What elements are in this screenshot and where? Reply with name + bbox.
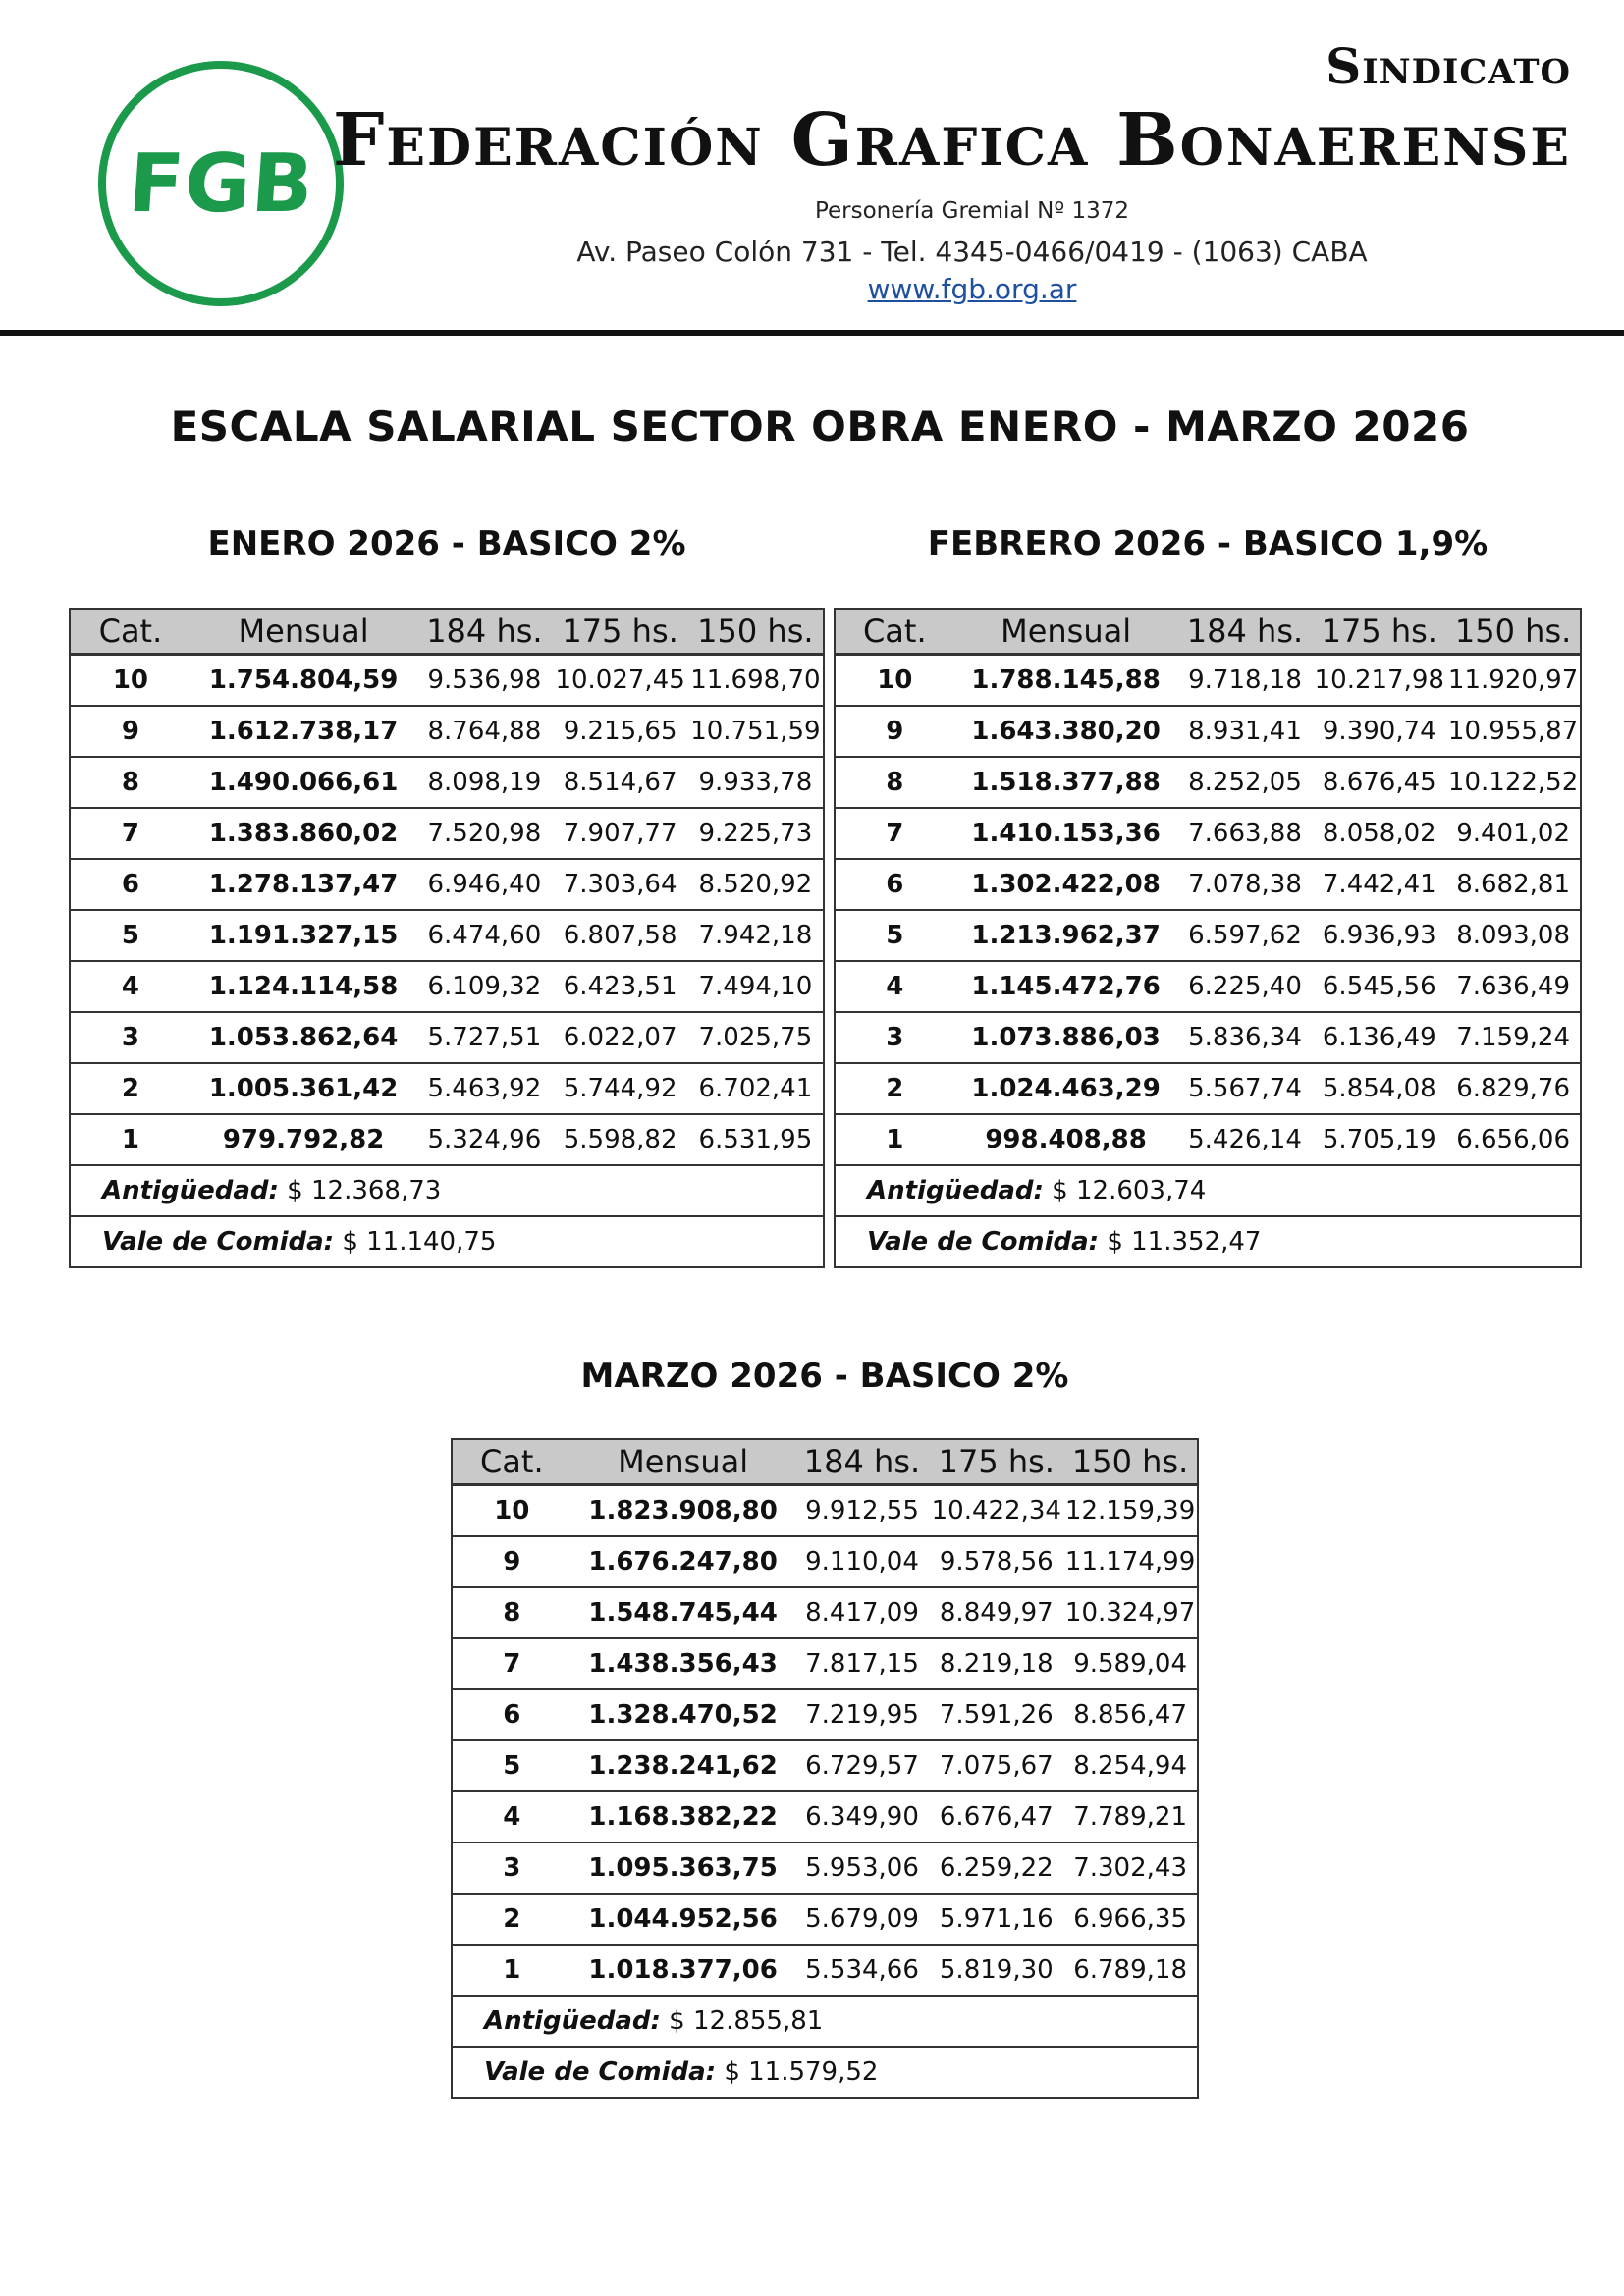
hs175-cell: 6.545,56 xyxy=(1312,961,1446,1012)
hs184-cell: 6.349,90 xyxy=(795,1791,930,1842)
hs184-cell: 5.679,09 xyxy=(795,1894,930,1945)
mensual-cell: 998.408,88 xyxy=(954,1114,1178,1165)
header-184hs: 184 hs. xyxy=(1178,609,1313,655)
hs184-cell: 6.597,62 xyxy=(1178,910,1313,961)
page-title: ESCALA SALARIAL SECTOR OBRA ENERO - MARZO 2026 xyxy=(170,402,1470,451)
mensual-cell: 1.124.114,58 xyxy=(190,961,416,1012)
hs150-cell: 6.829,76 xyxy=(1446,1063,1581,1114)
hs184-cell: 9.110,04 xyxy=(795,1536,930,1587)
antiguedad-value: $ 12.855,81 xyxy=(669,2006,824,2036)
antiguedad-value: $ 12.368,73 xyxy=(287,1176,442,1205)
cat-cell: 2 xyxy=(70,1063,190,1114)
header-cat: Cat. xyxy=(70,609,190,655)
vale-value: $ 11.579,52 xyxy=(724,2057,879,2087)
vale-comida-row xyxy=(452,2047,1198,2098)
table-row xyxy=(452,1587,1198,1638)
hs150-cell: 8.520,92 xyxy=(688,859,824,910)
hs175-cell: 6.136,49 xyxy=(1312,1012,1446,1063)
hs175-cell: 6.259,22 xyxy=(929,1842,1063,1894)
table-row xyxy=(835,859,1581,910)
mensual-cell: 1.168.382,22 xyxy=(571,1791,795,1842)
hs150-cell: 10.324,97 xyxy=(1063,1587,1198,1638)
hs175-cell: 10.027,45 xyxy=(553,655,688,707)
hs184-cell: 8.764,88 xyxy=(416,706,552,757)
mensual-cell: 1.024.463,29 xyxy=(954,1063,1178,1114)
vale-comida-row xyxy=(835,1216,1581,1267)
hs175-cell: 9.390,74 xyxy=(1312,706,1446,757)
mensual-cell: 1.676.247,80 xyxy=(571,1536,795,1587)
enero-salary-table xyxy=(69,608,825,1268)
mensual-cell: 1.238.241,62 xyxy=(571,1740,795,1791)
marzo-title: MARZO 2026 - BASICO 2% xyxy=(580,1357,1069,1396)
hs175-cell: 7.442,41 xyxy=(1312,859,1446,910)
cat-cell: 6 xyxy=(835,859,954,910)
mensual-cell: 1.005.361,42 xyxy=(190,1063,416,1114)
cat-cell: 4 xyxy=(835,961,954,1012)
table-row xyxy=(70,961,824,1012)
mensual-cell: 979.792,82 xyxy=(190,1114,416,1165)
cat-cell: 4 xyxy=(70,961,190,1012)
hs150-cell: 9.589,04 xyxy=(1063,1638,1198,1689)
cat-cell: 7 xyxy=(452,1638,571,1689)
hs184-cell: 5.463,92 xyxy=(416,1063,552,1114)
hs184-cell: 5.953,06 xyxy=(795,1842,930,1894)
antiguedad-row-cell xyxy=(70,1165,824,1216)
cat-cell: 9 xyxy=(70,706,190,757)
table-row xyxy=(70,757,824,808)
table-row xyxy=(452,1791,1198,1842)
header-150hs: 150 hs. xyxy=(688,609,824,655)
mensual-cell: 1.383.860,02 xyxy=(190,808,416,859)
table-row xyxy=(70,1063,824,1114)
hs150-cell: 7.159,24 xyxy=(1446,1012,1581,1063)
table-row xyxy=(452,1945,1198,1996)
hs175-cell: 9.578,56 xyxy=(929,1536,1063,1587)
hs184-cell: 6.474,60 xyxy=(416,910,552,961)
hs150-cell: 7.302,43 xyxy=(1063,1842,1198,1894)
antiguedad-value: $ 12.603,74 xyxy=(1052,1176,1207,1205)
mensual-cell: 1.145.472,76 xyxy=(954,961,1178,1012)
hs150-cell: 6.702,41 xyxy=(688,1063,824,1114)
hs184-cell: 8.417,09 xyxy=(795,1587,930,1638)
cat-cell: 10 xyxy=(70,655,190,707)
hs184-cell: 5.324,96 xyxy=(416,1114,552,1165)
table-row xyxy=(835,961,1581,1012)
header-mensual: Mensual xyxy=(954,609,1178,655)
mensual-cell: 1.788.145,88 xyxy=(954,655,1178,707)
table-header-row xyxy=(70,609,824,655)
hs184-cell: 6.109,32 xyxy=(416,961,552,1012)
hs175-cell: 6.936,93 xyxy=(1312,910,1446,961)
antiguedad-row xyxy=(452,1996,1198,2047)
cat-cell: 8 xyxy=(70,757,190,808)
address: Av. Paseo Colón 731 - Tel. 4345-0466/0419 - (1063) CABA xyxy=(576,236,1368,268)
cat-cell: 7 xyxy=(70,808,190,859)
hs175-cell: 5.744,92 xyxy=(553,1063,688,1114)
vale-value: $ 11.352,47 xyxy=(1107,1227,1262,1256)
mensual-cell: 1.044.952,56 xyxy=(571,1894,795,1945)
marzo-salary-table xyxy=(451,1438,1199,2099)
hs175-cell: 8.058,02 xyxy=(1312,808,1446,859)
vale-comida-row xyxy=(70,1216,824,1267)
mensual-cell: 1.095.363,75 xyxy=(571,1842,795,1894)
hs184-cell: 5.567,74 xyxy=(1178,1063,1313,1114)
hs175-cell: 5.819,30 xyxy=(929,1945,1063,1996)
hs150-cell: 9.401,02 xyxy=(1446,808,1581,859)
hs175-cell: 6.423,51 xyxy=(553,961,688,1012)
header-cat: Cat. xyxy=(452,1439,571,1485)
hs150-cell: 6.966,35 xyxy=(1063,1894,1198,1945)
table-row xyxy=(70,1012,824,1063)
table-header-row xyxy=(835,609,1581,655)
header-175hs: 175 hs. xyxy=(1312,609,1446,655)
header-150hs: 150 hs. xyxy=(1446,609,1581,655)
hs184-cell: 5.426,14 xyxy=(1178,1114,1313,1165)
fgb-logo xyxy=(98,61,344,306)
table-row xyxy=(70,706,824,757)
vale-comida-row-cell xyxy=(70,1216,824,1267)
table-row xyxy=(452,1485,1198,1537)
enero-title: ENERO 2026 - BASICO 2% xyxy=(207,524,686,563)
table-row xyxy=(70,859,824,910)
table-row xyxy=(835,1063,1581,1114)
hs175-cell: 8.676,45 xyxy=(1312,757,1446,808)
hs175-cell: 7.303,64 xyxy=(553,859,688,910)
table-row xyxy=(70,910,824,961)
logo-text: FGB xyxy=(125,136,317,231)
header-divider xyxy=(0,330,1624,336)
header-175hs: 175 hs. xyxy=(553,609,688,655)
cat-cell: 7 xyxy=(835,808,954,859)
cat-cell: 9 xyxy=(835,706,954,757)
hs175-cell: 8.849,97 xyxy=(929,1587,1063,1638)
mensual-cell: 1.754.804,59 xyxy=(190,655,416,707)
mensual-cell: 1.438.356,43 xyxy=(571,1638,795,1689)
cat-cell: 6 xyxy=(452,1689,571,1740)
header-mensual: Mensual xyxy=(190,609,416,655)
hs150-cell: 9.933,78 xyxy=(688,757,824,808)
antiguedad-row-cell xyxy=(452,1996,1198,2047)
mensual-cell: 1.328.470,52 xyxy=(571,1689,795,1740)
antiguedad-row-cell xyxy=(835,1165,1581,1216)
mensual-cell: 1.302.422,08 xyxy=(954,859,1178,910)
hs184-cell: 9.536,98 xyxy=(416,655,552,707)
hs184-cell: 9.912,55 xyxy=(795,1485,930,1537)
hs184-cell: 7.219,95 xyxy=(795,1689,930,1740)
hs150-cell: 8.856,47 xyxy=(1063,1689,1198,1740)
hs175-cell: 10.422,34 xyxy=(929,1485,1063,1537)
hs184-cell: 7.663,88 xyxy=(1178,808,1313,859)
hs175-cell: 6.022,07 xyxy=(553,1012,688,1063)
personeria-gremial: Personería Gremial Nº 1372 xyxy=(814,198,1130,224)
hs184-cell: 5.836,34 xyxy=(1178,1012,1313,1063)
hs150-cell: 6.656,06 xyxy=(1446,1114,1581,1165)
cat-cell: 3 xyxy=(70,1012,190,1063)
table-row xyxy=(70,1114,824,1165)
mensual-cell: 1.213.962,37 xyxy=(954,910,1178,961)
hs184-cell: 6.729,57 xyxy=(795,1740,930,1791)
hs175-cell: 8.219,18 xyxy=(929,1638,1063,1689)
cat-cell: 3 xyxy=(835,1012,954,1063)
cat-cell: 5 xyxy=(452,1740,571,1791)
table-row xyxy=(70,808,824,859)
table-row xyxy=(452,1689,1198,1740)
cat-cell: 3 xyxy=(452,1842,571,1894)
hs150-cell: 7.636,49 xyxy=(1446,961,1581,1012)
mensual-cell: 1.490.066,61 xyxy=(190,757,416,808)
hs184-cell: 8.931,41 xyxy=(1178,706,1313,757)
table-header-row xyxy=(452,1439,1198,1485)
table-row xyxy=(835,757,1581,808)
hs150-cell: 8.093,08 xyxy=(1446,910,1581,961)
hs175-cell: 7.075,67 xyxy=(929,1740,1063,1791)
hs175-cell: 6.676,47 xyxy=(929,1791,1063,1842)
hs150-cell: 6.789,18 xyxy=(1063,1945,1198,1996)
hs150-cell: 8.682,81 xyxy=(1446,859,1581,910)
antiguedad-row xyxy=(835,1165,1581,1216)
cat-cell: 2 xyxy=(452,1894,571,1945)
table-row xyxy=(835,706,1581,757)
cat-cell: 5 xyxy=(835,910,954,961)
hs150-cell: 10.955,87 xyxy=(1446,706,1581,757)
antiguedad-label: Antigüedad: xyxy=(867,1176,1044,1205)
mensual-cell: 1.053.862,64 xyxy=(190,1012,416,1063)
mensual-cell: 1.518.377,88 xyxy=(954,757,1178,808)
table-row xyxy=(835,655,1581,707)
mensual-cell: 1.548.745,44 xyxy=(571,1587,795,1638)
vale-label: Vale de Comida: xyxy=(102,1227,335,1256)
hs184-cell: 8.098,19 xyxy=(416,757,552,808)
hs184-cell: 7.520,98 xyxy=(416,808,552,859)
mensual-cell: 1.823.908,80 xyxy=(571,1485,795,1537)
mensual-cell: 1.410.153,36 xyxy=(954,808,1178,859)
hs175-cell: 5.598,82 xyxy=(553,1114,688,1165)
hs150-cell: 11.174,99 xyxy=(1063,1536,1198,1587)
vale-label: Vale de Comida: xyxy=(484,2057,717,2087)
hs150-cell: 10.751,59 xyxy=(688,706,824,757)
cat-cell: 9 xyxy=(452,1536,571,1587)
hs150-cell: 7.789,21 xyxy=(1063,1791,1198,1842)
hs184-cell: 9.718,18 xyxy=(1178,655,1313,707)
hs150-cell: 11.698,70 xyxy=(688,655,824,707)
hs175-cell: 7.907,77 xyxy=(553,808,688,859)
antiguedad-label: Antigüedad: xyxy=(484,2006,661,2036)
hs150-cell: 7.942,18 xyxy=(688,910,824,961)
table-row xyxy=(452,1894,1198,1945)
website-link[interactable]: www.fgb.org.ar xyxy=(867,273,1077,305)
vale-comida-row-cell xyxy=(835,1216,1581,1267)
hs150-cell: 9.225,73 xyxy=(688,808,824,859)
hs150-cell: 11.920,97 xyxy=(1446,655,1581,707)
sindicato-label: Sindicato xyxy=(1326,37,1571,95)
org-name: Federación Grafica Bonaerense xyxy=(332,98,1571,183)
hs175-cell: 10.217,98 xyxy=(1312,655,1446,707)
mensual-cell: 1.018.377,06 xyxy=(571,1945,795,1996)
hs184-cell: 5.727,51 xyxy=(416,1012,552,1063)
mensual-cell: 1.191.327,15 xyxy=(190,910,416,961)
hs150-cell: 12.159,39 xyxy=(1063,1485,1198,1537)
antiguedad-label: Antigüedad: xyxy=(102,1176,279,1205)
hs175-cell: 6.807,58 xyxy=(553,910,688,961)
cat-cell: 1 xyxy=(835,1114,954,1165)
febrero-salary-table xyxy=(834,608,1582,1268)
table-row xyxy=(452,1536,1198,1587)
hs175-cell: 8.514,67 xyxy=(553,757,688,808)
header-150hs: 150 hs. xyxy=(1063,1439,1198,1485)
table-row xyxy=(452,1842,1198,1894)
table-row xyxy=(452,1638,1198,1689)
hs150-cell: 8.254,94 xyxy=(1063,1740,1198,1791)
hs184-cell: 7.817,15 xyxy=(795,1638,930,1689)
hs184-cell: 5.534,66 xyxy=(795,1945,930,1996)
table-row xyxy=(835,808,1581,859)
hs184-cell: 6.946,40 xyxy=(416,859,552,910)
header-mensual: Mensual xyxy=(571,1439,795,1485)
header-184hs: 184 hs. xyxy=(795,1439,930,1485)
cat-cell: 6 xyxy=(70,859,190,910)
hs184-cell: 8.252,05 xyxy=(1178,757,1313,808)
header-175hs: 175 hs. xyxy=(929,1439,1063,1485)
antiguedad-row xyxy=(70,1165,824,1216)
hs150-cell: 10.122,52 xyxy=(1446,757,1581,808)
header-184hs: 184 hs. xyxy=(416,609,552,655)
hs150-cell: 7.494,10 xyxy=(688,961,824,1012)
table-row xyxy=(70,655,824,707)
hs184-cell: 6.225,40 xyxy=(1178,961,1313,1012)
mensual-cell: 1.612.738,17 xyxy=(190,706,416,757)
hs175-cell: 5.854,08 xyxy=(1312,1063,1446,1114)
hs175-cell: 9.215,65 xyxy=(553,706,688,757)
cat-cell: 4 xyxy=(452,1791,571,1842)
mensual-cell: 1.073.886,03 xyxy=(954,1012,1178,1063)
table-row xyxy=(835,910,1581,961)
hs150-cell: 7.025,75 xyxy=(688,1012,824,1063)
vale-comida-row-cell xyxy=(452,2047,1198,2098)
hs150-cell: 6.531,95 xyxy=(688,1114,824,1165)
table-row xyxy=(835,1012,1581,1063)
table-row xyxy=(452,1740,1198,1791)
hs175-cell: 5.705,19 xyxy=(1312,1114,1446,1165)
cat-cell: 2 xyxy=(835,1063,954,1114)
mensual-cell: 1.278.137,47 xyxy=(190,859,416,910)
mensual-cell: 1.643.380,20 xyxy=(954,706,1178,757)
cat-cell: 1 xyxy=(70,1114,190,1165)
hs175-cell: 5.971,16 xyxy=(929,1894,1063,1945)
header-cat: Cat. xyxy=(835,609,954,655)
cat-cell: 10 xyxy=(835,655,954,707)
febrero-title: FEBRERO 2026 - BASICO 1,9% xyxy=(927,524,1489,563)
cat-cell: 5 xyxy=(70,910,190,961)
cat-cell: 8 xyxy=(835,757,954,808)
cat-cell: 1 xyxy=(452,1945,571,1996)
hs175-cell: 7.591,26 xyxy=(929,1689,1063,1740)
cat-cell: 8 xyxy=(452,1587,571,1638)
vale-value: $ 11.140,75 xyxy=(342,1227,497,1256)
table-row xyxy=(835,1114,1581,1165)
cat-cell: 10 xyxy=(452,1485,571,1537)
vale-label: Vale de Comida: xyxy=(867,1227,1100,1256)
hs184-cell: 7.078,38 xyxy=(1178,859,1313,910)
